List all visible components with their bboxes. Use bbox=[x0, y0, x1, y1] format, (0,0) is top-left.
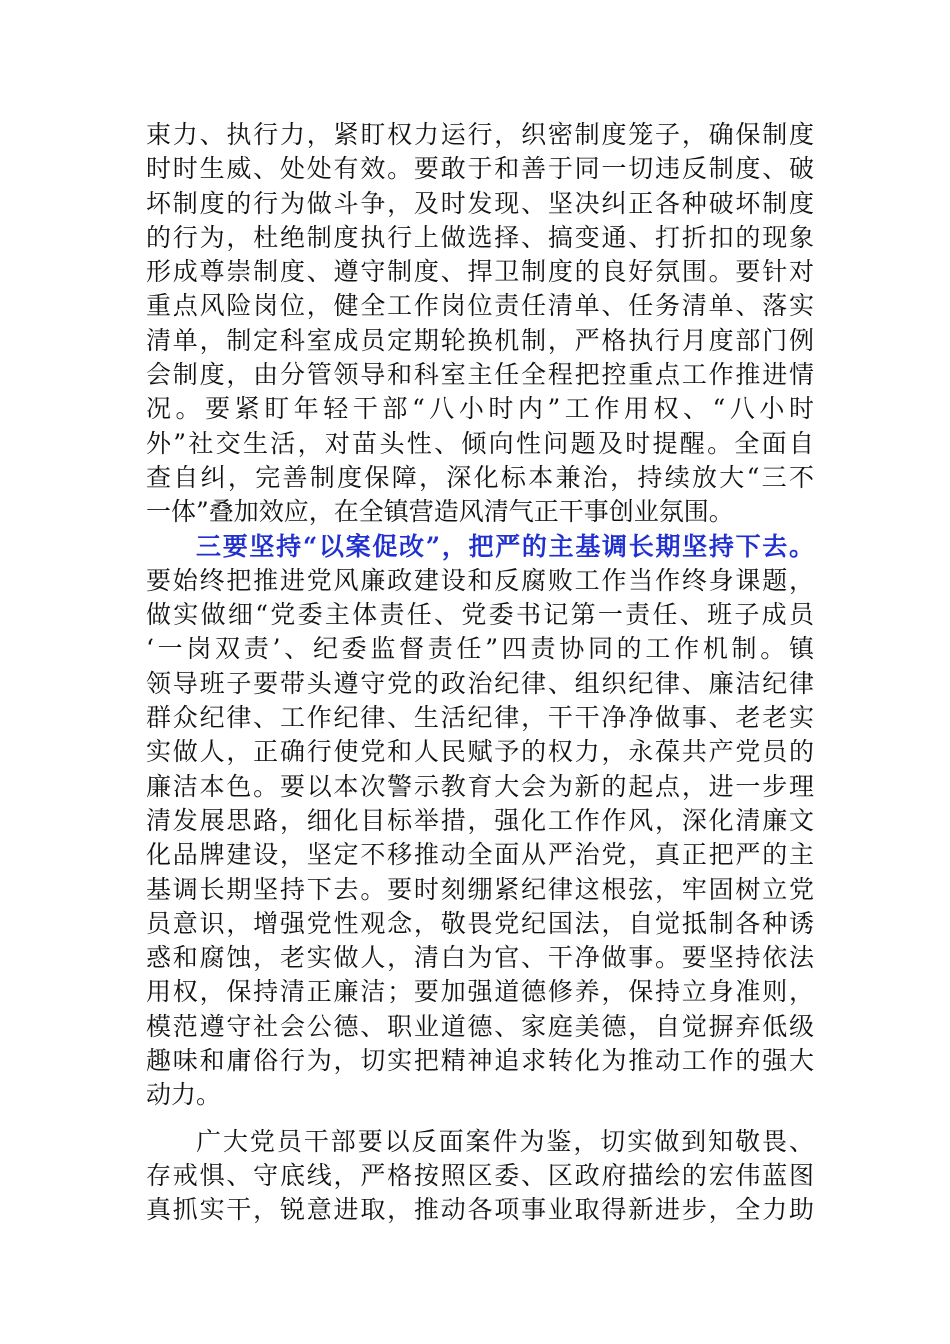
text-line: 廉洁本色。要以本次警示教育大会为新的起点，进一步理 bbox=[146, 771, 814, 801]
text-line: 真抓实干，锐意进取，推动各项事业取得新进步，全力助 bbox=[146, 1195, 814, 1225]
text-line: ‘一岗双责’、纪委监督责任”四责协同的工作机制。镇 bbox=[146, 634, 814, 664]
text-line: 查自纠，完善制度保障，深化标本兼治，持续放大“三不 bbox=[146, 462, 814, 492]
text-line: 要始终把推进党风廉政建设和反腐败工作当作终身课题， bbox=[146, 565, 814, 595]
paragraph-spacer bbox=[146, 1113, 814, 1125]
paragraph-3 bbox=[146, 1125, 814, 1228]
text-line: 员意识，增强党性观念，敬畏党纪国法，自觉抵制各种诱 bbox=[146, 908, 814, 938]
paragraph-2 bbox=[146, 530, 814, 1113]
text-line: 领导班子要带头遵守党的政治纪律、组织纪律、廉洁纪律 bbox=[146, 668, 814, 698]
text-line: 束力、执行力，紧盯权力运行，织密制度笼子，确保制度 bbox=[146, 120, 814, 149]
text-line: 重点风险岗位，健全工作岗位责任清单、任务清单、落实 bbox=[146, 291, 814, 321]
text-line: 动力。 bbox=[146, 1080, 222, 1110]
text-line: 趣味和庸俗行为，切实把精神追求转化为推动工作的强大 bbox=[146, 1046, 814, 1076]
text-line: 用权，保持清正廉洁；要加强道德修养，保持立身准则， bbox=[146, 977, 814, 1007]
text-line: 群众纪律、工作纪律、生活纪律，干干净净做事、老老实 bbox=[146, 703, 814, 733]
text-line: 存戒惧、守底线，严格按照区委、区政府描绘的宏伟蓝图 bbox=[146, 1160, 814, 1190]
text-line: 清发展思路，细化目标举措，强化工作作风，深化清廉文 bbox=[146, 805, 814, 835]
text-line: 模范遵守社会公德、职业道德、家庭美德，自觉摒弃低级 bbox=[146, 1011, 814, 1041]
section-heading: 三要坚持“以案促改”，把严的主基调长期坚持下去。 bbox=[196, 531, 814, 561]
paragraph-1 bbox=[146, 118, 814, 530]
document-body bbox=[146, 118, 814, 1228]
text-line: 做实做细“党委主体责任、党委书记第一责任、班子成员 bbox=[146, 600, 814, 630]
text-line: 广大党员干部要以反面案件为鉴，切实做到知敬畏、 bbox=[196, 1126, 814, 1156]
text-line: 时时生威、处处有效。要敢于和善于同一切违反制度、破 bbox=[146, 154, 814, 184]
text-line: 实做人，正确行使党和人民赋予的权力，永葆共产党员的 bbox=[146, 737, 814, 767]
text-line: 的行为，杜绝制度执行上做选择、搞变通、打折扣的现象 bbox=[146, 222, 814, 252]
text-line: 化品牌建设，坚定不移推动全面从严治党，真正把严的主 bbox=[146, 840, 814, 870]
text-line: 清单，制定科室成员定期轮换机制，严格执行月度部门例 bbox=[146, 325, 814, 355]
text-line: 会制度，由分管领导和科室主任全程把控重点工作推进情 bbox=[146, 360, 814, 390]
text-line: 况。要紧盯年轻干部“八小时内”工作用权、“八小时 bbox=[146, 394, 814, 424]
text-line: 坏制度的行为做斗争，及时发现、坚决纠正各种破坏制度 bbox=[146, 188, 814, 218]
text-line: 惑和腐蚀，老实做人，清白为官、干净做事。要坚持依法 bbox=[146, 943, 814, 973]
text-line: 基调长期坚持下去。要时刻绷紧纪律这根弦，牢固树立党 bbox=[146, 874, 814, 904]
text-line: 外”社交生活，对苗头性、倾向性问题及时提醒。全面自 bbox=[146, 428, 814, 458]
text-line: 形成尊崇制度、遵守制度、捍卫制度的良好氛围。要针对 bbox=[146, 257, 814, 287]
text-line: 一体”叠加效应，在全镇营造风清气正干事创业氛围。 bbox=[146, 497, 734, 527]
